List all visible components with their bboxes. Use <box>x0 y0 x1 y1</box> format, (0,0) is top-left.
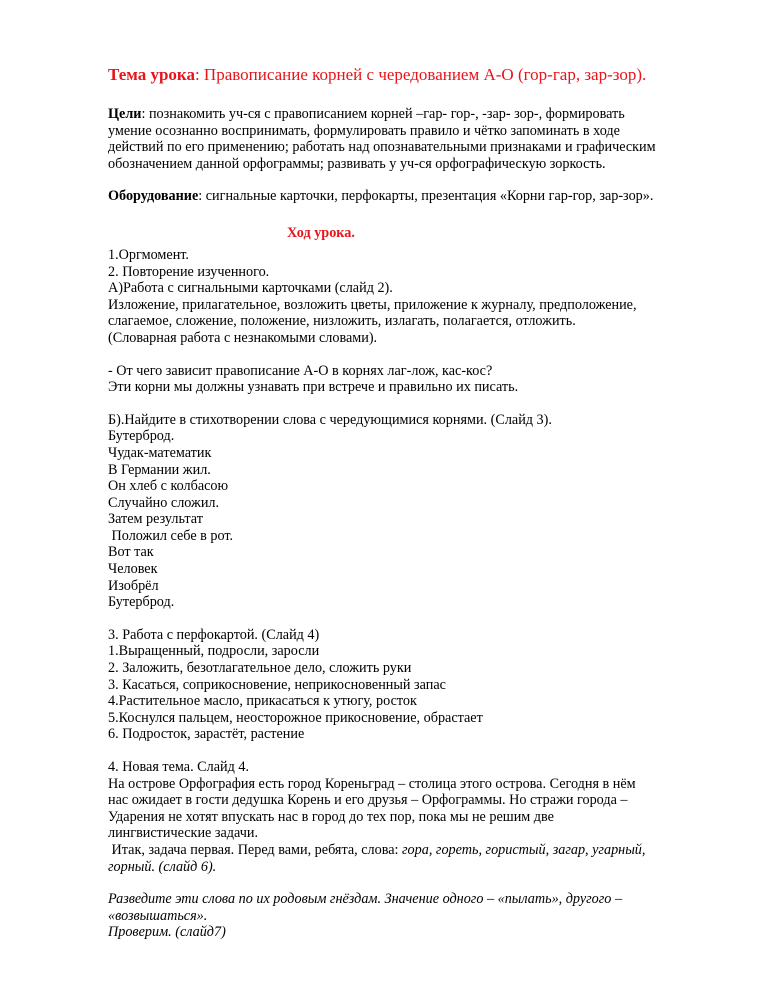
lesson-title <box>108 64 728 86</box>
task-text: Итак, задача первая. Перед вами, ребята, слова: <box>108 841 402 858</box>
block-question <box>108 363 728 396</box>
text-line: - От чего зависит правописание А-О в корнях лаг-лож, кас-кос? <box>108 362 493 379</box>
text-line: 4. Новая тема. Слайд 4. <box>108 759 250 775</box>
text-line: Б).Найдите в стихотворении слова с чередующимися корнями. (Слайд 3). <box>108 411 552 428</box>
text-line: Эти корни мы должны узнавать при встрече и правильно их писать. <box>108 379 519 396</box>
text-line: 2. Заложить, безотлагательное дело, сложить руки <box>108 660 412 677</box>
poem-line: Бутерброд. <box>108 428 175 445</box>
text-line: 3. Касаться, соприкосновение, неприкосновенный запас <box>108 676 446 693</box>
poem-line: Человек <box>108 561 158 578</box>
goals-line: действий по его применению; работать над опознавательными признаками и графическим <box>108 139 656 156</box>
goals-line: умение осознанно воспринимать, формулировать правило и чётко запоминать в ходе <box>108 122 620 139</box>
task-words-cont: горный. (слайд 6). <box>108 858 217 875</box>
text-line: лингвистические задачи. <box>108 825 259 842</box>
document-page <box>108 64 728 941</box>
text-line: (Словарная работа с незнакомыми словами). <box>108 329 378 346</box>
text-line: Ударения не хотят впускать нас в город до тех пор, пока мы не решим две <box>108 808 554 825</box>
text-line: слагаемое, сложение, положение, низложить, излагать, полагается, отложить. <box>108 313 576 330</box>
goals-paragraph <box>108 106 728 172</box>
block-assignment <box>108 891 728 941</box>
poem-line: Положил себе в рот. <box>108 527 234 544</box>
poem-line: Чудак-математик <box>108 444 212 461</box>
text-line: На острове Орфография есть город Кореньград – столица этого острова. Сегодня в нём <box>108 775 636 792</box>
text-line: 3. Работа с перфокартой. (Слайд 4) <box>108 626 320 643</box>
text-line: 1.Выращенный, подросли, заросли <box>108 643 320 660</box>
text-line: Проверим. (слайд7) <box>108 924 226 941</box>
block-poem <box>108 412 728 611</box>
poem-line: Затем результат <box>108 511 203 528</box>
equipment-text: : сигнальные карточки, перфокарты, презентация «Корни гар-гор, зар-зор». <box>198 188 654 205</box>
poem-line: В Германии жил. <box>108 461 211 478</box>
text-line: Разведите эти слова по их родовым гнёздам. Значение одного – «пылать», другого – <box>108 891 623 908</box>
title-label: Тема урока <box>108 65 195 84</box>
text-line: 1.Оргмомент. <box>108 246 189 263</box>
text-line: «возвышаться». <box>108 907 208 924</box>
goals-line: обозначением данной орфограммы; развивать у уч-ся орфографическую зоркость. <box>108 155 606 172</box>
title-text: : Правописание корней с чередованием А-О (гор-гар, зар-зор). <box>194 65 647 84</box>
block-punchcard <box>108 627 728 743</box>
text-line: 6. Подросток, зарастёт, растение <box>108 726 305 743</box>
poem-line: Случайно сложил. <box>108 494 220 511</box>
block-new-topic <box>108 759 728 875</box>
block-warmup <box>108 247 728 347</box>
poem-line: Он хлеб с колбасою <box>108 478 229 495</box>
lesson-heading: Ход урока. <box>287 224 355 241</box>
text-line: 5.Коснулся пальцем, неосторожное прикосновение, обрастает <box>108 709 483 726</box>
task-line <box>108 842 728 859</box>
text-line: 2. Повторение изученного. <box>108 263 270 280</box>
task-words: гора, гореть, гористый, загар, угарный, <box>402 841 646 858</box>
text-line: 4.Растительное масло, прикасаться к утюгу, росток <box>108 693 417 710</box>
poem-line: Изобрёл <box>108 577 159 594</box>
equipment-paragraph <box>108 188 728 205</box>
poem-line: Бутерброд. <box>108 594 175 611</box>
equipment-label: Оборудование <box>108 188 199 205</box>
goals-line: : познакомить уч-ся с правописанием корней –гар- гор-, -зар- зор-, формировать <box>141 106 625 122</box>
goals-label: Цели <box>108 106 142 122</box>
text-line: А)Работа с сигнальными карточками (слайд 2). <box>108 280 393 297</box>
text-line: нас ожидает в гости дедушка Корень и его друзья – Орфограммы. Но стражи города – <box>108 792 628 809</box>
text-line: Изложение, прилагательное, возложить цветы, приложение к журналу, предположение, <box>108 296 637 313</box>
poem-line: Вот так <box>108 544 154 561</box>
